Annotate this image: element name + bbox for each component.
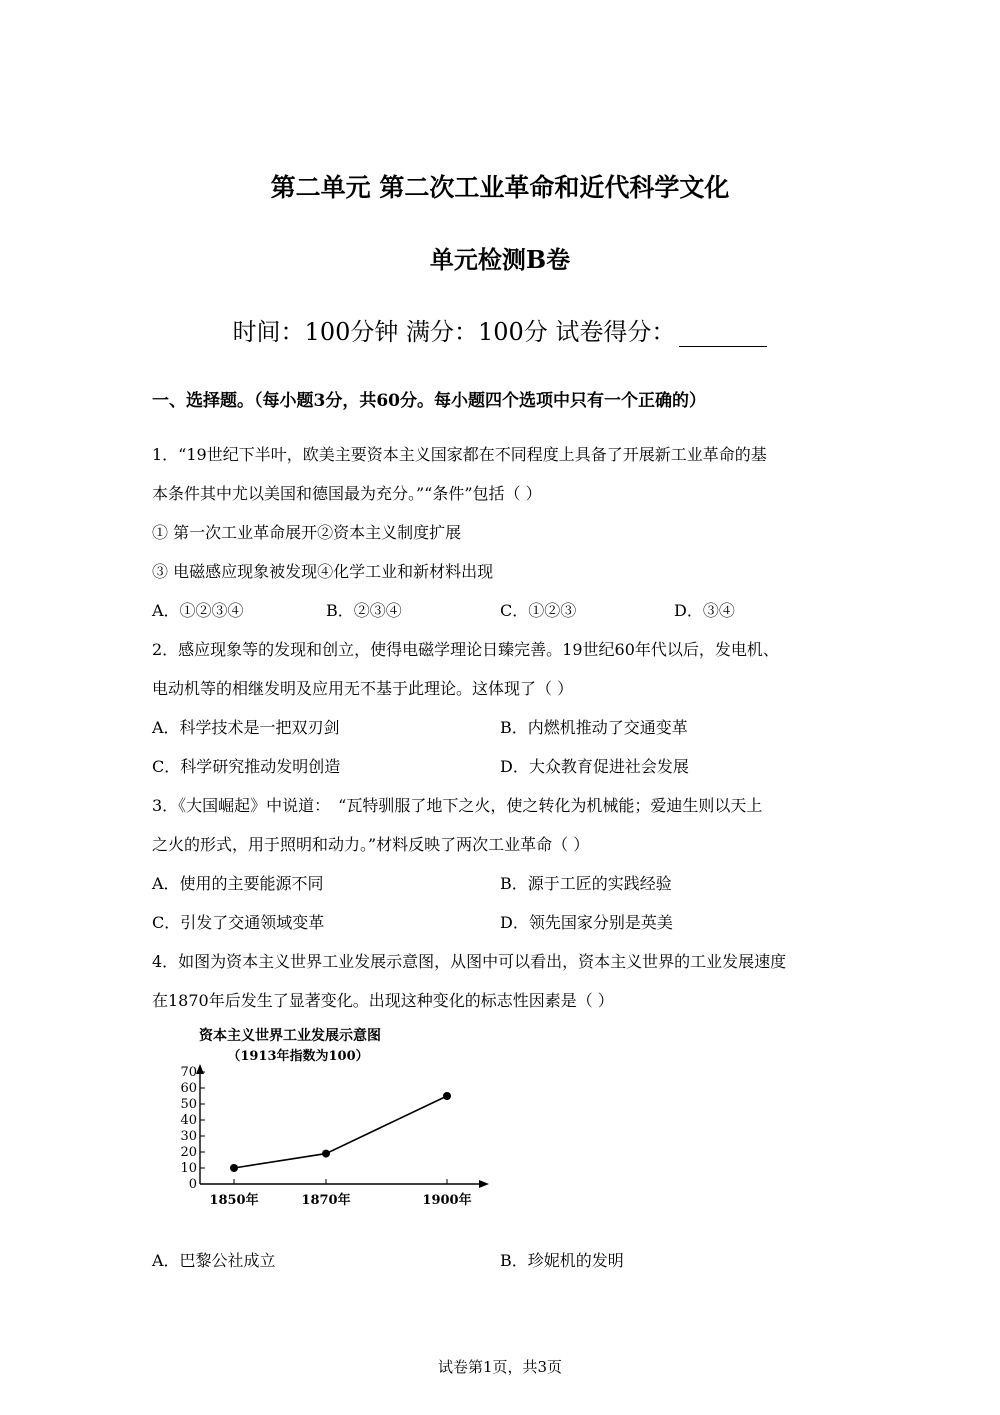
q1-option-d[interactable]: D．③④ [674,601,735,620]
y-tick-label: 60 [180,1081,197,1096]
q3-option-a[interactable]: A．使用的主要能源不同 [152,874,324,893]
q2-option-c[interactable]: C．科学研究推动发明创造 [152,757,341,776]
data-point [443,1092,451,1100]
q1-item-line1: ① 第一次工业革命展开②资本主义制度扩展 [152,523,462,542]
y-tick-label: 20 [180,1145,197,1160]
page-footer: 试卷第1页，共3页 [437,1358,563,1376]
unit-title: 第二单元 第二次工业革命和近代科学文化 [270,173,730,202]
q2-stem-line2: 电动机等的相继发明及应用无不基于此理论。这体现了（ ） [152,679,574,698]
x-tick-label: 1850年 [209,1193,259,1208]
q3-stem-line2: 之火的形式，用于照明和动力。”材料反映了两次工业革命（ ） [152,835,590,854]
q2-option-a[interactable]: A．科学技术是一把双刃剑 [152,718,340,737]
q3-option-d[interactable]: D．领先国家分别是英美 [500,913,673,932]
series-line [234,1096,447,1168]
section-heading: 一、选择题。（每小题3分，共60分。每小题四个选项中只有一个正确的） [152,391,706,411]
data-point [230,1164,238,1172]
q3-option-c[interactable]: C．引发了交通领域变革 [152,913,325,932]
chart-series [230,1092,451,1172]
data-point [322,1150,330,1158]
q1-option-a[interactable]: A．①②③④ [152,601,244,620]
q3-option-b[interactable]: B．源于工匠的实践经验 [500,874,672,893]
x-axis-arrow [479,1180,489,1188]
y-tick-label: 0 [188,1177,197,1192]
x-tick-label: 1900年 [422,1193,472,1208]
q4-stem-line2: 在1870年后发生了显著变化。出现这种变化的标志性因素是（ ） [152,991,614,1010]
q1-stem-line2: 本条件其中尤以美国和德国最为充分。”“条件”包括（ ） [152,484,542,503]
industry-development-chart [165,1020,500,1220]
exam-meta [0,312,1000,347]
chart-ticks [180,1065,471,1208]
score-blank[interactable] [679,320,767,347]
unit-subtitle: 单元检测B卷 [429,245,571,274]
q1-item-line2: ③ 电磁感应现象被发现④化学工业和新材料出现 [152,562,494,581]
q2-option-b[interactable]: B．内燃机推动了交通变革 [500,718,688,737]
exam-meta-text: 时间：100分钟 满分：100分 试卷得分： [232,318,676,346]
x-tick-label: 1870年 [301,1193,351,1208]
y-tick-label: 70 [180,1065,197,1080]
y-tick-label: 30 [180,1129,197,1144]
q3-stem-line1: 3．《大国崛起》中说道： “瓦特驯服了地下之火，使之转化为机械能；爱迪生则以天上 [152,796,763,815]
q4-option-a[interactable]: A．巴黎公社成立 [152,1251,276,1270]
q1-stem-line1: 1．“19世纪下半叶，欧美主要资本主义国家都在不同程度上具备了开展新工业革命的基 [152,445,767,464]
y-tick-label: 50 [180,1097,197,1112]
q2-stem-line1: 2．感应现象等的发现和创立，使得电磁学理论日臻完善。19世纪60年代以后，发电机、 [152,640,779,659]
chart-title: 资本主义世界工业发展示意图 [199,1028,381,1044]
chart-subtitle: （1913年指数为100） [227,1049,369,1064]
y-tick-label: 40 [180,1113,197,1128]
q4-option-b[interactable]: B．珍妮机的发明 [500,1251,624,1270]
q4-stem-line1: 4．如图为资本主义世界工业发展示意图，从图中可以看出，资本主义世界的工业发展速度 [152,952,787,971]
q2-option-d[interactable]: D．大众教育促进社会发展 [500,757,689,776]
q1-option-c[interactable]: C．①②③ [500,601,577,620]
q1-option-b[interactable]: B．②③④ [326,601,402,620]
chart-axes [196,1064,489,1188]
y-tick-label: 10 [180,1161,197,1176]
